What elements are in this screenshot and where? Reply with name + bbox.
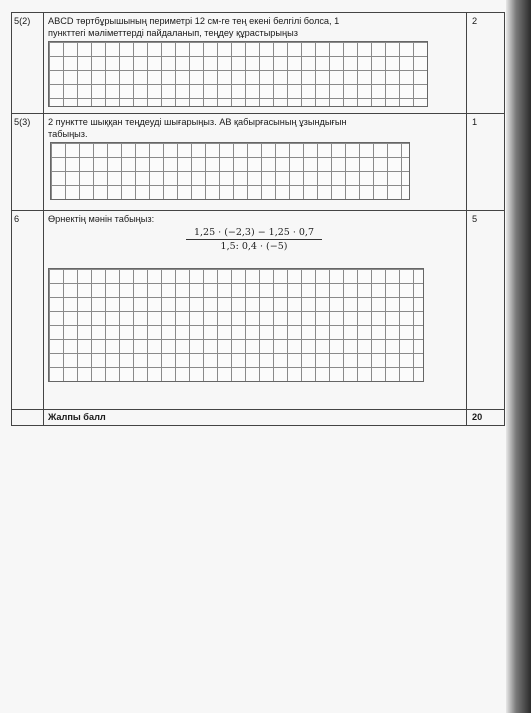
table-border-left xyxy=(11,12,12,426)
task-number: 5(3) xyxy=(14,117,31,127)
column-divider xyxy=(43,12,44,426)
fraction-denominator: 1,5: 0,4 · (−5) xyxy=(220,241,288,252)
answer-grid[interactable] xyxy=(48,41,428,107)
answer-grid[interactable] xyxy=(48,268,424,382)
page-edge-shadow xyxy=(506,0,531,713)
row-divider xyxy=(11,210,504,211)
task-text-line: пункттегі мәліметтерді пайдаланып, теңдеу құрастырыңыз xyxy=(48,28,298,38)
total-label: Жалпы балл xyxy=(48,412,106,422)
task-score: 1 xyxy=(472,117,478,127)
total-score: 20 xyxy=(472,412,483,422)
fraction-numerator: 1,25 · (−2,3) − 1,25 · 0,7 xyxy=(186,227,322,240)
row-divider xyxy=(11,113,504,114)
row-divider xyxy=(11,409,504,410)
table-border-bottom xyxy=(11,425,504,426)
expression-fraction xyxy=(186,227,322,252)
task-text-line: 2 пунктте шыққан теңдеуді шығарыңыз. АВ қабырғасының ұзындығын xyxy=(48,117,347,127)
task-number: 5(2) xyxy=(14,16,31,26)
column-divider xyxy=(466,12,467,426)
task-score: 5 xyxy=(472,214,478,224)
task-score: 2 xyxy=(472,16,478,26)
task-text-line: ABCD төртбұрышының периметрі 12 см-ге тең екені белгілі болса, 1 xyxy=(48,16,340,26)
table-border-top xyxy=(11,12,504,13)
answer-grid[interactable] xyxy=(50,142,410,200)
table-border-right xyxy=(504,12,505,426)
task-text-line: табыңыз. xyxy=(48,129,88,139)
task-text-line: Өрнектің мәнін табыңыз: xyxy=(48,214,155,224)
task-number: 6 xyxy=(14,214,20,224)
